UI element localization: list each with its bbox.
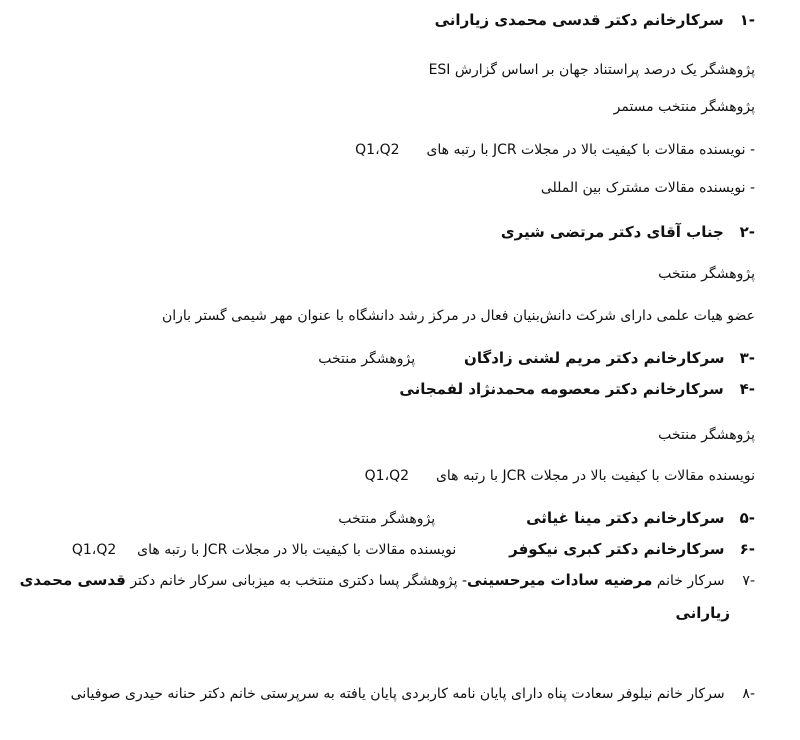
item-4-line-2: [365, 466, 755, 486]
item-7-host-continued: زیارانی: [675, 604, 730, 622]
item-7-line-2: [676, 603, 731, 623]
item-4-line-1-text: پژوهشگر منتخب: [658, 427, 755, 443]
item-4-heading: [399, 379, 755, 399]
rank-label: با رتبه های: [137, 542, 200, 558]
quartile-tag: Q1،Q2: [364, 468, 410, 484]
item-1-name: سرکارخانم دکتر قدسی محمدی زیارانی: [434, 11, 724, 29]
item-1-heading: [435, 10, 755, 30]
quartile-tag: Q1،Q2: [355, 142, 400, 158]
item-4-number: -۴: [739, 380, 755, 398]
item-6-number: -۶: [739, 540, 755, 558]
item-1-line-1: [429, 60, 755, 80]
item-3-heading: [318, 348, 755, 369]
item-4-name: سرکارخانم دکتر معصومه محمدنژاد لفمجانی: [399, 380, 724, 398]
item-7-host: قدسی محمدی: [19, 571, 126, 589]
item-1-line-1-text: پژوهشگر یک درصد پراستناد جهان بر اساس گزارش: [454, 62, 755, 78]
item-1-line-3: [355, 140, 755, 160]
item-2-number: -۲: [739, 223, 755, 241]
item-1-line-2: [614, 97, 755, 117]
item-6-heading: [72, 539, 755, 560]
jcr-tag: JCR: [203, 542, 228, 558]
jcr-tag: JCR: [492, 142, 517, 158]
item-1-number: -۱: [739, 11, 755, 29]
item-7-desc: - پژوهشگر پسا دکتری منتخب به میزبانی سرکار خانم دکتر: [130, 573, 468, 589]
item-1-line-3-text: - نویسنده مقالات با کیفیت بالا در مجلات: [521, 142, 755, 158]
item-3-name: سرکارخانم دکتر مریم لشنی زادگان: [464, 349, 725, 367]
item-2-line-2-text: عضو هیات علمی دارای شرکت دانش‌بنیان فعال در مرکز رشد دانشگاه با عنوان مهر شیمی گستر باران: [161, 308, 755, 324]
item-2-heading: [501, 222, 755, 242]
item-5-desc: پژوهشگر منتخب: [338, 511, 436, 527]
item-5-name: سرکارخانم دکتر مینا غیاثی: [526, 509, 725, 527]
item-5-number: -۵: [739, 509, 755, 527]
jcr-tag: JCR: [502, 468, 527, 484]
rank-label: با رتبه های: [435, 468, 498, 484]
item-1-line-2-text: پژوهشگر منتخب مستمر: [613, 99, 755, 115]
item-7-prefix: سرکار خانم: [656, 573, 725, 589]
item-3-number: -۳: [739, 349, 755, 367]
item-8-line: [71, 684, 755, 704]
item-4-line-2-text: نویسنده مقالات با کیفیت بالا در مجلات: [530, 468, 755, 484]
item-6-name: سرکارخانم دکتر کبری نیکوفر: [509, 540, 725, 558]
item-6-text: نویسنده مقالات با کیفیت بالا در مجلات: [231, 542, 457, 558]
item-4-line-1: [658, 425, 755, 445]
item-2-name: جناب آقای دکتر مرتضی شیری: [500, 223, 724, 241]
item-8-number: -۸: [742, 686, 755, 702]
esi-tag: ESI: [428, 62, 451, 78]
item-3-desc: پژوهشگر منتخب: [318, 351, 416, 367]
item-1-line-4: [541, 178, 755, 198]
item-8-text: سرکار خانم نیلوفر سعادت پناه دارای پایان نامه کاربردی پایان یافته به سرپرستی خانم دکتر حنانه حیدری صوفیانی: [70, 686, 725, 702]
item-7-name: مرضیه سادات میرحسینی: [467, 571, 653, 589]
item-5-heading: [338, 508, 755, 529]
rank-label: با رتبه های: [426, 142, 489, 158]
item-2-line-1: [658, 264, 755, 284]
item-7-number: -۷: [742, 573, 755, 589]
item-2-line-1-text: پژوهشگر منتخب: [658, 266, 755, 282]
quartile-tag: Q1،Q2: [71, 542, 117, 558]
item-1-line-4-text: - نویسنده مقالات مشترک بین المللی: [540, 180, 755, 196]
item-2-line-2: [162, 306, 755, 326]
item-7-line-1: [20, 570, 755, 591]
